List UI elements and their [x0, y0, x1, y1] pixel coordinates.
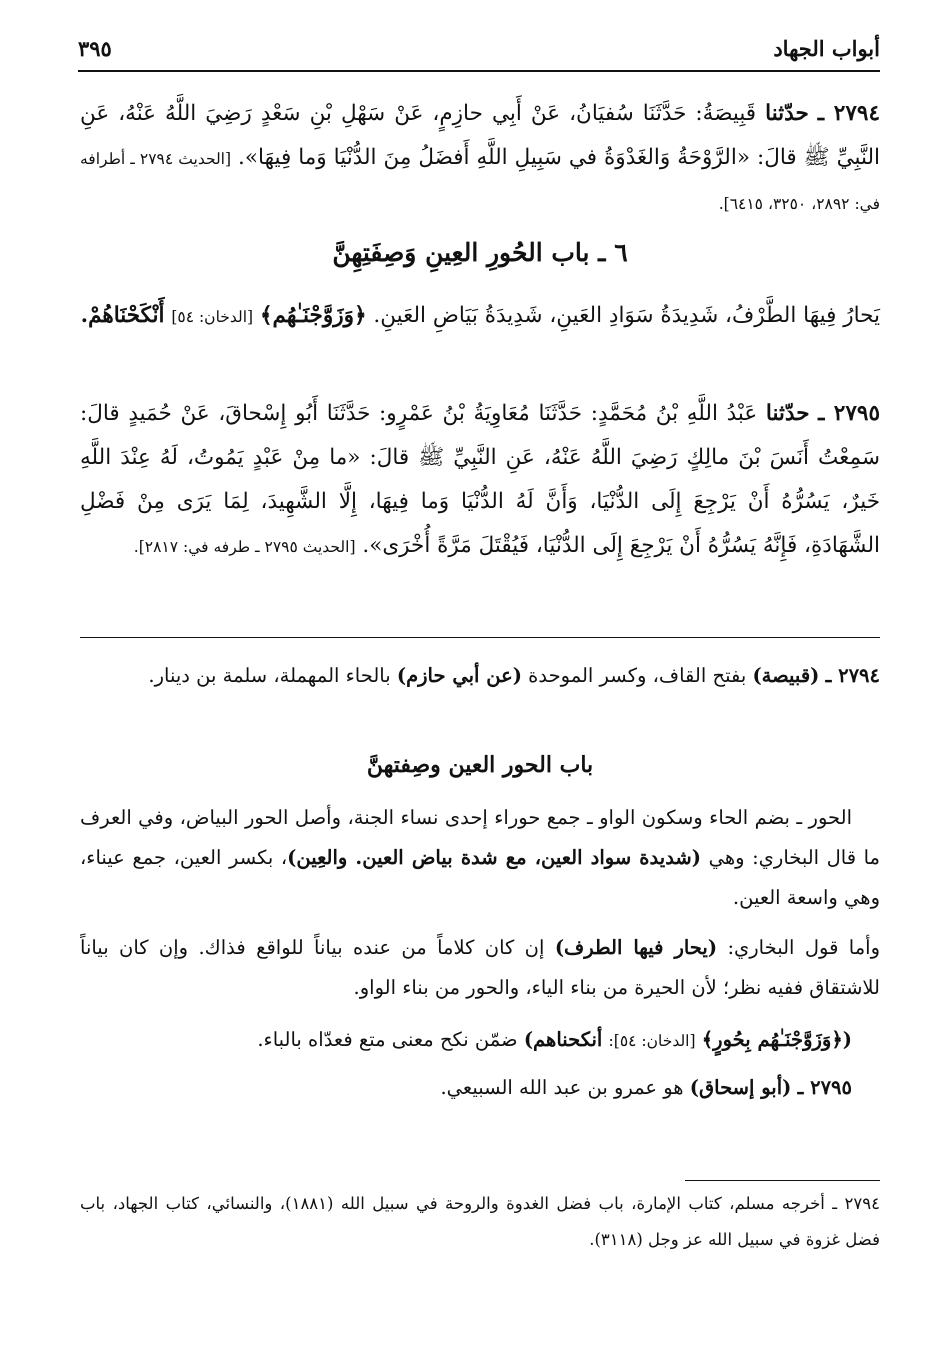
header-rule — [78, 70, 880, 72]
commentary-separator — [80, 637, 880, 638]
running-title: أبواب الجهاد — [773, 36, 880, 61]
quran-citation: [الدخان: ٥٤]: — [608, 1032, 696, 1050]
hadith-number: ٢٧٩٤ ـ — [817, 101, 880, 126]
hadith-takhrij: [الحديث ٢٧٩٤ ـ أطرافه في: ٢٨٩٢، ٣٢٥٠، ٦٤١٥]. — [80, 150, 880, 213]
commentary-text: بالحاء المهملة، سلمة بن دينار. — [148, 664, 391, 687]
chapter-6 — [80, 232, 880, 292]
hadith-takhrij: [الحديث ٢٧٩٥ ـ طرفه في: ٢٨١٧]. — [133, 538, 356, 556]
commentary-term: (يحار فيها الطرف) — [554, 936, 718, 959]
hadith-2794 — [80, 92, 880, 226]
quran-quote: ﴿وَزَوَّجْنَـٰهُم﴾ — [259, 303, 367, 328]
hadith-text: قَبِيصَةُ: حَدَّثَنَا سُفيَانُ، عَنْ أَبِي حازِمٍ، عَنْ سَهْلِ بْنِ سَعْدٍ رَضِيَ اللَّهُ عَنْهُ، عَنِ النَّبِيِّ ﷺ قالَ: «الرَّوْحَةُ وَالغَدْوَةُ في سَبِيلِ اللَّهِ أَفضَلُ مِنَ الدُّنْيَا وَما فِيهَا». — [80, 101, 880, 170]
commentary-text: هو عمرو بن عبد الله السبيعي. — [440, 1076, 684, 1099]
commentary-text: وأما قول البخاري: — [727, 936, 881, 959]
commentary-term: أنكحناهم) — [523, 1028, 603, 1051]
commentary-term: (شديدة سواد العين، مع شدة بياض العين. والعِين) — [287, 846, 701, 869]
hadith-number: ٢٧٩٥ ـ — [818, 401, 880, 426]
footnote: ٢٧٩٤ ـ أخرجه مسلم، كتاب الإمارة، باب فضل الغدوة والروحة في سبيل الله (١٨٨١)، والنسائي، كتاب الجهاد، باب فضل غزوة في سبيل الله عز وجل (٣١١٨). — [80, 1194, 880, 1249]
commentary-text: إن كان كلاماً من عنده بياناً للواقع فذاك. وإن كان بياناً للاشتقاق ففيه نظر؛ لأن الحيرة من بناء الياء، والحور من بناء الواو. — [80, 936, 880, 999]
quran-gloss: أَنْكَحْنَاهُمْ. — [80, 303, 165, 328]
commentary-chapter-heading: باب الحور العين وصِفتهنَّ — [366, 752, 594, 778]
footnote-rule — [685, 1180, 880, 1181]
commentary-2794 — [80, 656, 880, 696]
page-header — [78, 22, 880, 72]
commentary-text: ضمّن نكح معنى متع فعدّاه بالباء. — [257, 1028, 518, 1051]
chain-lead: حدّثنا — [765, 401, 810, 426]
commentary-term: (أبو إسحاق) — [689, 1076, 792, 1099]
chapter-6-intro — [80, 294, 880, 339]
chapter-intro-text: يَحارُ فِيهَا الطَّرْفُ، شَدِيدَةُ سَوَادِ العَينِ، شَدِيدَةُ بَيَاضِ العَينِ. — [373, 303, 880, 328]
chain-lead: حدّثنا — [765, 101, 809, 126]
commentary-number: ٢٧٩٥ ـ — [797, 1076, 852, 1099]
quran-quote: (﴿وَزَوَّجْنَـٰهُم بِحُورٍ﴾ — [701, 1028, 852, 1051]
commentary-term: (عن أبي حازم) — [396, 664, 522, 687]
commentary-text: ، بكسر العين، جمع عيناء، وهي واسعة العين. — [80, 846, 880, 909]
commentary-text: بفتح القاف، وكسر الموحدة — [528, 664, 747, 687]
commentary-para-4 — [80, 1068, 880, 1108]
commentary-para-2 — [80, 928, 880, 1008]
chapter-heading: ٦ ـ باب الحُورِ العِينِ وَصِفَتِهِنَّ — [332, 238, 628, 267]
commentary-number: ٢٧٩٤ ـ — [825, 664, 880, 687]
commentary-para-3 — [80, 1020, 880, 1061]
hadith-2795 — [80, 392, 880, 569]
quran-citation: [الدخان: ٥٤] — [171, 308, 254, 326]
commentary-para-1 — [80, 798, 880, 918]
commentary-text: الحور ـ بضم الحاء وسكون الواو ـ جمع حوراء إحدى نساء الجنة، وأصل الحور البياض، وفي العرف ما قال البخاري: وهي — [80, 806, 881, 869]
commentary-chapter — [80, 750, 880, 796]
commentary-term: (قبيصة) — [752, 664, 820, 687]
hadith-text: عَبْدُ اللَّهِ بْنُ مُحَمَّدٍ: حَدَّثَنَا مُعَاوِيَةُ بْنُ عَمْرٍو: حَدَّثَنَا أَبُو إِسْحاقَ، عَنْ حُمَيدٍ قالَ: سَمِعْتُ أَنَسَ بْنَ مالِكٍ رَضِيَ اللَّهُ عَنْهُ، عَنِ النَّبِيِّ ﷺ قالَ: «ما مِنْ عَبْدٍ يَمُوتُ، لَهُ عِنْدَ اللَّهِ خَيرٌ، يَسُرُّهُ أَنْ يَرْجِعَ إِلَى الدُّنْيَا، وَأَنَّ لَهُ الدُّنْيَا وَما فِيهَا، إِلَّا الشَّهِيدَ، لِمَا يَرَى مِنْ فَضْلِ الشَّهَادَةِ، فَإِنَّهُ يَسُرُّهُ أَنْ يَرْجِعَ إِلَى الدُّنْيَا، فَيُقْتَلَ مَرَّةً أُخْرَى». — [80, 401, 880, 558]
page-number: ٣٩٥ — [78, 36, 112, 61]
